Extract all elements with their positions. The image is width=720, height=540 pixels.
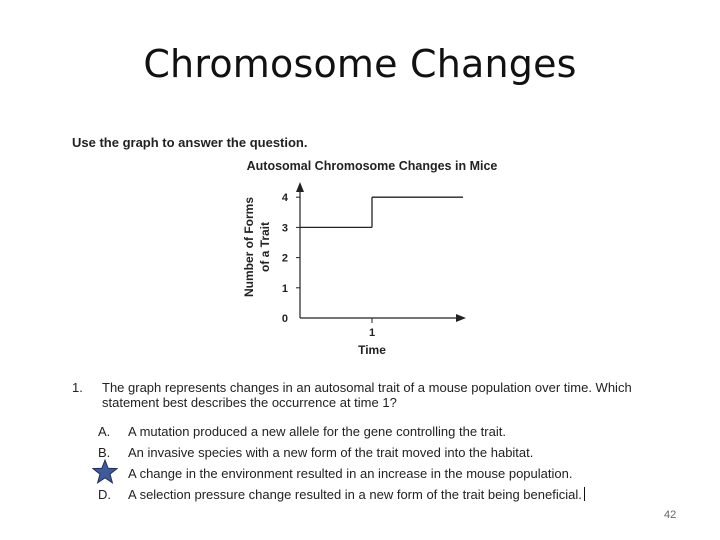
choice-text: A selection pressure change resulted in a new form of the trait being beneficial. <box>128 487 582 502</box>
choice-text: A change in the environment resulted in an increase in the mouse population. <box>128 466 573 481</box>
star-icon <box>92 459 118 485</box>
choice-text: An invasive species with a new form of the trait moved into the habitat. <box>128 445 534 460</box>
choice-text-wrap <box>128 487 585 502</box>
choice-letter: B. <box>98 445 111 460</box>
y-tick-label: 0 <box>281 313 288 325</box>
choice-letter: A. <box>98 424 111 439</box>
y-axis-label-line-2: of a Trait <box>258 221 272 273</box>
choice-letter: D. <box>98 487 111 502</box>
y-axis-arrow <box>296 182 304 192</box>
y-axis-label <box>242 197 272 297</box>
question-number: 1. <box>72 380 83 395</box>
choice-text: A mutation produced a new allele for the gene controlling the trait. <box>128 424 506 439</box>
page-number: 42 <box>664 509 677 521</box>
y-tick-label: 4 <box>281 192 288 205</box>
instruction-text: Use the graph to answer the question. <box>72 135 308 150</box>
x-tick-label: 1 <box>368 327 376 339</box>
x-axis-label: Time <box>358 343 386 357</box>
y-axis-label-line-1: Number of Forms <box>242 196 256 298</box>
y-tick-label: 2 <box>281 252 288 265</box>
chart-ticks <box>282 192 375 339</box>
y-tick-label: 1 <box>281 282 288 295</box>
question-text: The graph represents changes in an autosomal trait of a mouse population over time. Which statement best describes the occurrence at time 1? <box>102 380 632 410</box>
x-axis-arrow <box>456 314 466 322</box>
chart-axes <box>296 182 466 322</box>
chart-title: Autosomal Chromosome Changes in Mice <box>246 159 498 173</box>
slide-title: Chromosome Changes <box>143 42 577 86</box>
text-cursor <box>584 487 585 501</box>
y-tick-label: 3 <box>281 222 288 235</box>
chart-series <box>300 197 463 227</box>
